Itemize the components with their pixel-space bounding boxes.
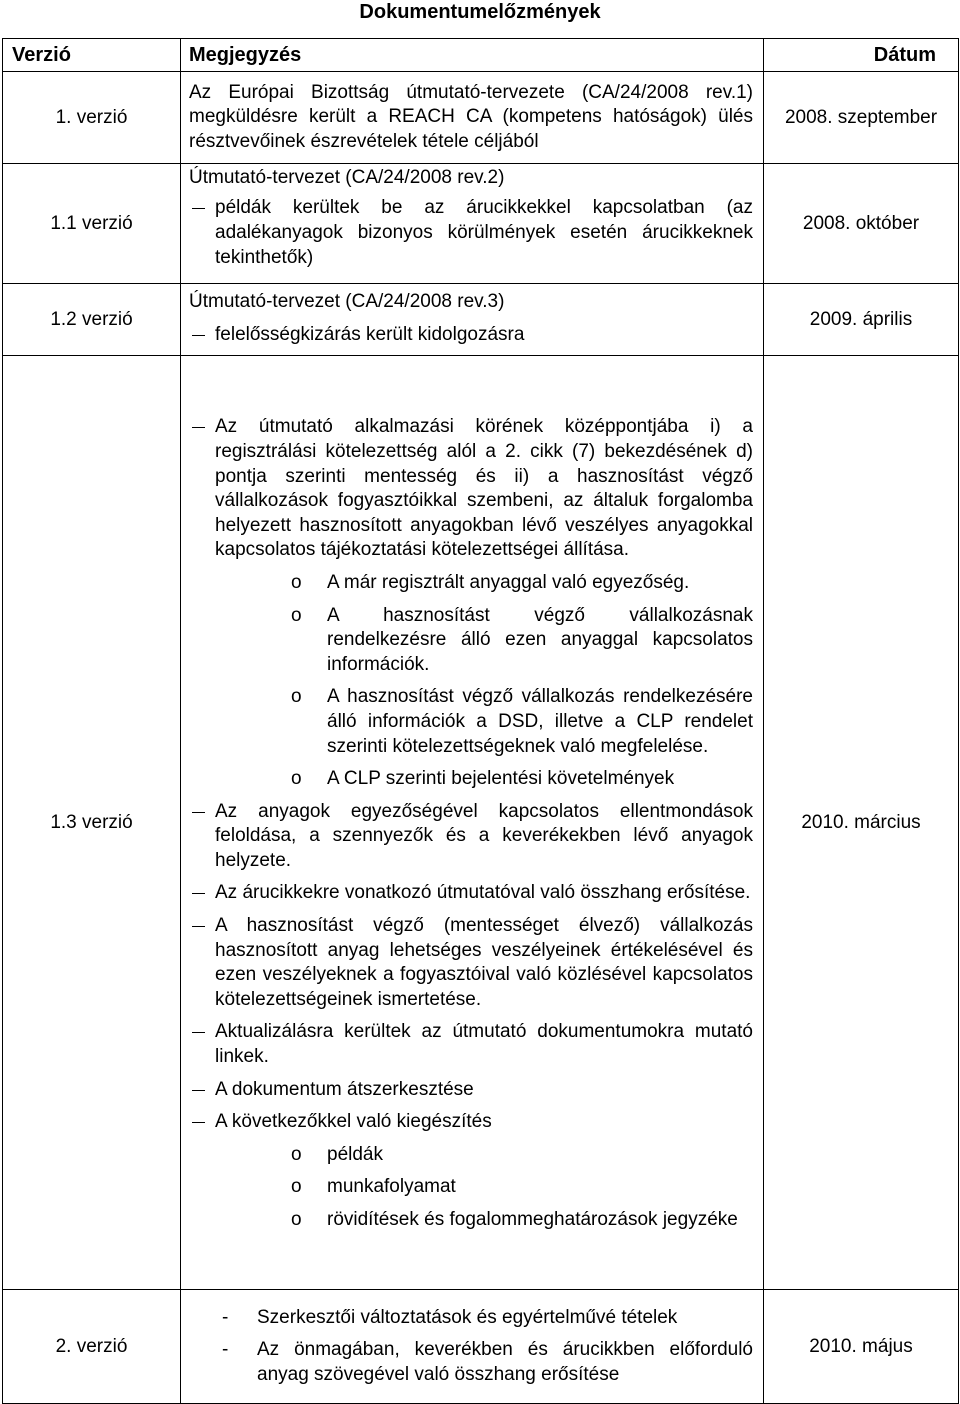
list-item: o A hasznosítást végző vállalkozás rendelkezésére álló információk a DSD, illetve a CLP rendelet szerinti kötelezettségeknek való megfelelése.: [291, 686, 753, 757]
circle-bullet-icon: o: [291, 768, 302, 790]
list-item: Az útmutató alkalmazási körének középpontjába i) a regisztrálási kötelezettség alól a 2. cikk (7) bekezdésének d) pontja szerinti mentesség és ii) a hasznosítást végző vállalkozások fogyasztóikkal szembeni, az általuk forgalomba helyezett hasznosított anyagokban lévő veszélyes anyagokkal kapcsolatos tájékoztatási kötelezettségei állítása.: [215, 416, 753, 561]
list-item: felelősségkizárás került kidolgozásra: [215, 324, 525, 345]
list-item: Aktualizálásra kerültek az útmutató dokumentumokra mutató linkek.: [215, 1021, 753, 1068]
list-item: A dokumentum átszerkesztése: [215, 1078, 474, 1100]
list-item: Az anyagok egyezőségével kapcsolatos ellentmondások feloldása, a szennyezők és a keverékekben lévő anyagok helyzete.: [215, 800, 753, 871]
list-item: o A hasznosítást végző vállalkozásnak rendelkezésre álló ezen anyaggal kapcsolatos információk.: [291, 604, 753, 675]
circle-bullet-icon: o: [291, 686, 302, 708]
list-item: o A CLP szerinti bejelentési követelmények: [189, 767, 753, 792]
version-cell: 1.3 verzió: [3, 356, 181, 1290]
note-heading: Útmutató-tervezet (CA/24/2008 rev.2): [189, 166, 505, 188]
date-cell: 2010. május: [764, 1290, 959, 1404]
note-text: Az Európai Bizottság útmutató-tervezete (CA/24/2008 rev.1) megküldésre került a REACH CA (kompetens hatóságok) ülés résztvevőinek észrevételek tétele céljából: [189, 81, 753, 152]
circle-bullet-icon: o: [291, 1176, 302, 1198]
list-item: o A már regisztrált anyaggal való egyezőség.: [189, 571, 753, 596]
date-cell: 2008. október: [764, 164, 959, 284]
header-date: Dátum: [764, 39, 959, 72]
version-cell: 1.2 verzió: [3, 284, 181, 356]
list-item: A hasznosítást végző (mentességet élvező) vállalkozás hasznosított anyag lehetséges veszélyeinek értékelésével és ezen veszélyeknek a fogyasztóival való közlésével kapcsolatos kötelezettségeinek ismertetése.: [215, 915, 753, 1010]
note-cell: [181, 164, 764, 284]
list-item: o munkafolyamat: [189, 1175, 753, 1200]
list-item: Az árucikkekre vonatkozó útmutatóval való összhang erősítése.: [215, 882, 751, 904]
hyphen-bullet-icon: -: [222, 1339, 229, 1361]
note-cell: [181, 284, 764, 356]
table-row: [3, 1290, 959, 1404]
table-header-row: [3, 39, 959, 72]
circle-bullet-icon: o: [291, 1143, 302, 1165]
table-row: [3, 356, 959, 1290]
version-cell: 2. verzió: [3, 1290, 181, 1404]
list-item: o rövidítések és fogalommeghatározások jegyzéke: [189, 1208, 753, 1233]
document-title: Dokumentumelőzmények: [359, 1, 601, 23]
version-cell: 1. verzió: [3, 72, 181, 164]
date-cell: 2010. március: [764, 356, 959, 1290]
version-cell: 1.1 verzió: [3, 164, 181, 284]
circle-bullet-icon: o: [291, 571, 302, 593]
hyphen-bullet-icon: -: [222, 1306, 229, 1328]
date-cell: 2009. április: [764, 284, 959, 356]
header-version: Verzió: [3, 39, 181, 72]
list-item: o példák: [189, 1143, 753, 1168]
version-history-table: [2, 38, 959, 1404]
circle-bullet-icon: o: [291, 604, 302, 626]
list-item: - Szerkesztői változtatások és egyértelművé tételek: [189, 1306, 753, 1331]
date-cell: 2008. szeptember: [764, 72, 959, 164]
list-item: példák kerültek be az árucikkekkel kapcsolatban (az adalékanyagok bizonyos körülmények esetén árucikkeknek tekinthetők): [215, 197, 753, 268]
note-cell: [181, 1290, 764, 1404]
list-item: - Az önmagában, keverékben és árucikkben előforduló anyag szövegével való összhang erősítése: [222, 1339, 753, 1385]
list-item: A következőkkel való kiegészítés: [215, 1111, 492, 1133]
note-cell: [181, 356, 764, 1290]
table-row: [3, 164, 959, 284]
note-heading: Útmutató-tervezet (CA/24/2008 rev.3): [189, 291, 505, 313]
table-row: [3, 72, 959, 164]
circle-bullet-icon: o: [291, 1209, 302, 1231]
note-cell: [181, 72, 764, 164]
table-row: [3, 284, 959, 356]
header-note: Megjegyzés: [181, 39, 764, 72]
